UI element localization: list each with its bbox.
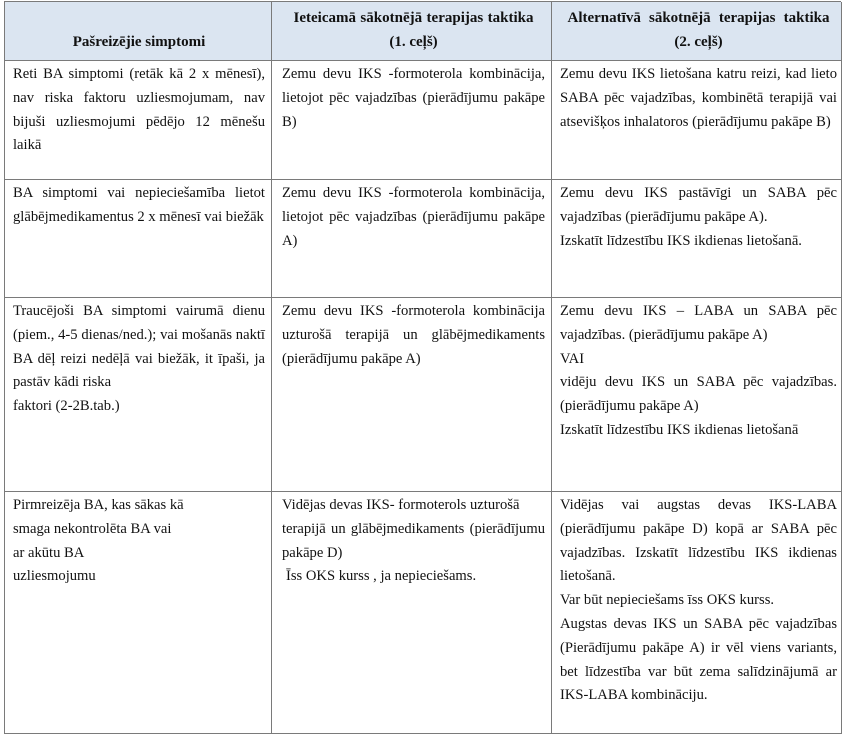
row-1-symptoms <box>5 61 272 180</box>
header-label: Ieteicamā sākotnējā terapijas taktika (1. ceļš) <box>293 10 534 50</box>
cell-text: VAI <box>560 350 585 367</box>
cell-text: uzliesmojumu <box>13 568 96 585</box>
cell-text: Zemu devu IKS pastāvīgi un SABA pēc vajadzības (pierādījumu pakāpe A). <box>560 185 837 225</box>
header-recommended-therapy <box>272 2 552 61</box>
header-label: Alternatīvā sākotnējā terapijas taktika (2. ceļš) <box>567 10 830 50</box>
row-1-recommended <box>272 61 552 180</box>
cell-text: Zemu devu IKS -formoterola kombinācija, lietojot pēc vajadzības (pierādījumu pakāpe A) <box>282 185 545 249</box>
cell-text: Vidējas vai augstas devas IKS-LABA (pierādījumu pakāpe D) kopā ar SABA pēc vajadzības. Izskatīt līdzestību IKS ikdienas lietošanā. <box>560 497 837 585</box>
therapy-table <box>4 1 841 734</box>
cell-text: Reti BA simptomi (retāk kā 2 x mēnesī), nav riska faktoru uzliesmojumam, nav bijuši uzliesmojumi pēdējo 12 mēnešu laikā <box>13 66 265 154</box>
row-4-symptoms <box>5 492 272 734</box>
cell-text: Īss OKS kurss , ja nepieciešams. <box>286 568 477 585</box>
row-3-symptoms <box>5 298 272 492</box>
cell-text: BA simptomi vai nepieciešamība lietot glābējmedikamentus 2 x mēnesī vai biežāk <box>13 185 265 225</box>
cell-text: smaga nekontrolēta BA vai <box>13 520 172 537</box>
cell-text: ar akūtu BA <box>13 544 85 561</box>
cell-text: Augstas devas IKS un SABA pēc vajadzības (Pierādījumu pakāpe A) ir vēl viens variants, bet līdzestība var būt zema salīdzinājumā ar IKS-LABA kombināciju. <box>560 615 837 704</box>
cell-text: Traucējoši BA simptomi vairumā dienu (piem., 4-5 dienas/ned.); vai mošanās naktī BA dēļ reizi nedēļā vai biežāk, it īpaši, ja pastāv kādi riska <box>13 303 265 391</box>
row-2-symptoms <box>5 180 272 298</box>
cell-text: Pirmreizēja BA, kas sākas kā <box>13 497 184 513</box>
cell-text: faktori (2-2B.tab.) <box>13 398 120 415</box>
cell-text: vidēju devu IKS un SABA pēc vajadzības. (pierādījumu pakāpe A) <box>560 374 837 415</box>
header-label: Pašreizējie simptomi <box>72 34 206 50</box>
cell-text: Zemu devu IKS – LABA un SABA pēc vajadzības. (pierādījumu pakāpe A) <box>560 303 837 343</box>
row-2-recommended <box>272 180 552 298</box>
row-4-recommended <box>272 492 552 734</box>
row-4-alternative <box>552 492 842 734</box>
row-3-recommended <box>272 298 552 492</box>
row-2-alternative <box>552 180 842 298</box>
cell-text: Vidējas devas IKS- formoterols uzturošā <box>282 497 520 513</box>
cell-text: Zemu devu IKS -formoterola kombinācija, lietojot pēc vajadzības (pierādījumu pakāpe B) <box>282 66 545 130</box>
row-1-alternative <box>552 61 842 180</box>
cell-text: Izskatīt līdzestību IKS ikdienas lietošanā <box>560 421 799 438</box>
header-current-symptoms <box>5 2 272 61</box>
cell-text: Zemu devu IKS -formoterola kombinācija uzturošā terapijā un glābējmedikaments (pierādījumu pakāpe A) <box>282 303 545 367</box>
cell-text: Zemu devu IKS lietošana katru reizi, kad lieto SABA pēc vajadzības, kombinētā terapijā vai atsevišķos inhalatoros (pierādījumu pakāpe B) <box>560 66 837 130</box>
cell-text: Var būt nepieciešams īss OKS kurss. <box>560 592 775 609</box>
cell-text: terapijā un glābējmedikaments (pierādījumu pakāpe D) <box>282 520 545 561</box>
cell-text: Izskatīt līdzestību IKS ikdienas lietošanā. <box>560 232 802 249</box>
row-3-alternative <box>552 298 842 492</box>
header-alternative-therapy <box>552 2 842 61</box>
